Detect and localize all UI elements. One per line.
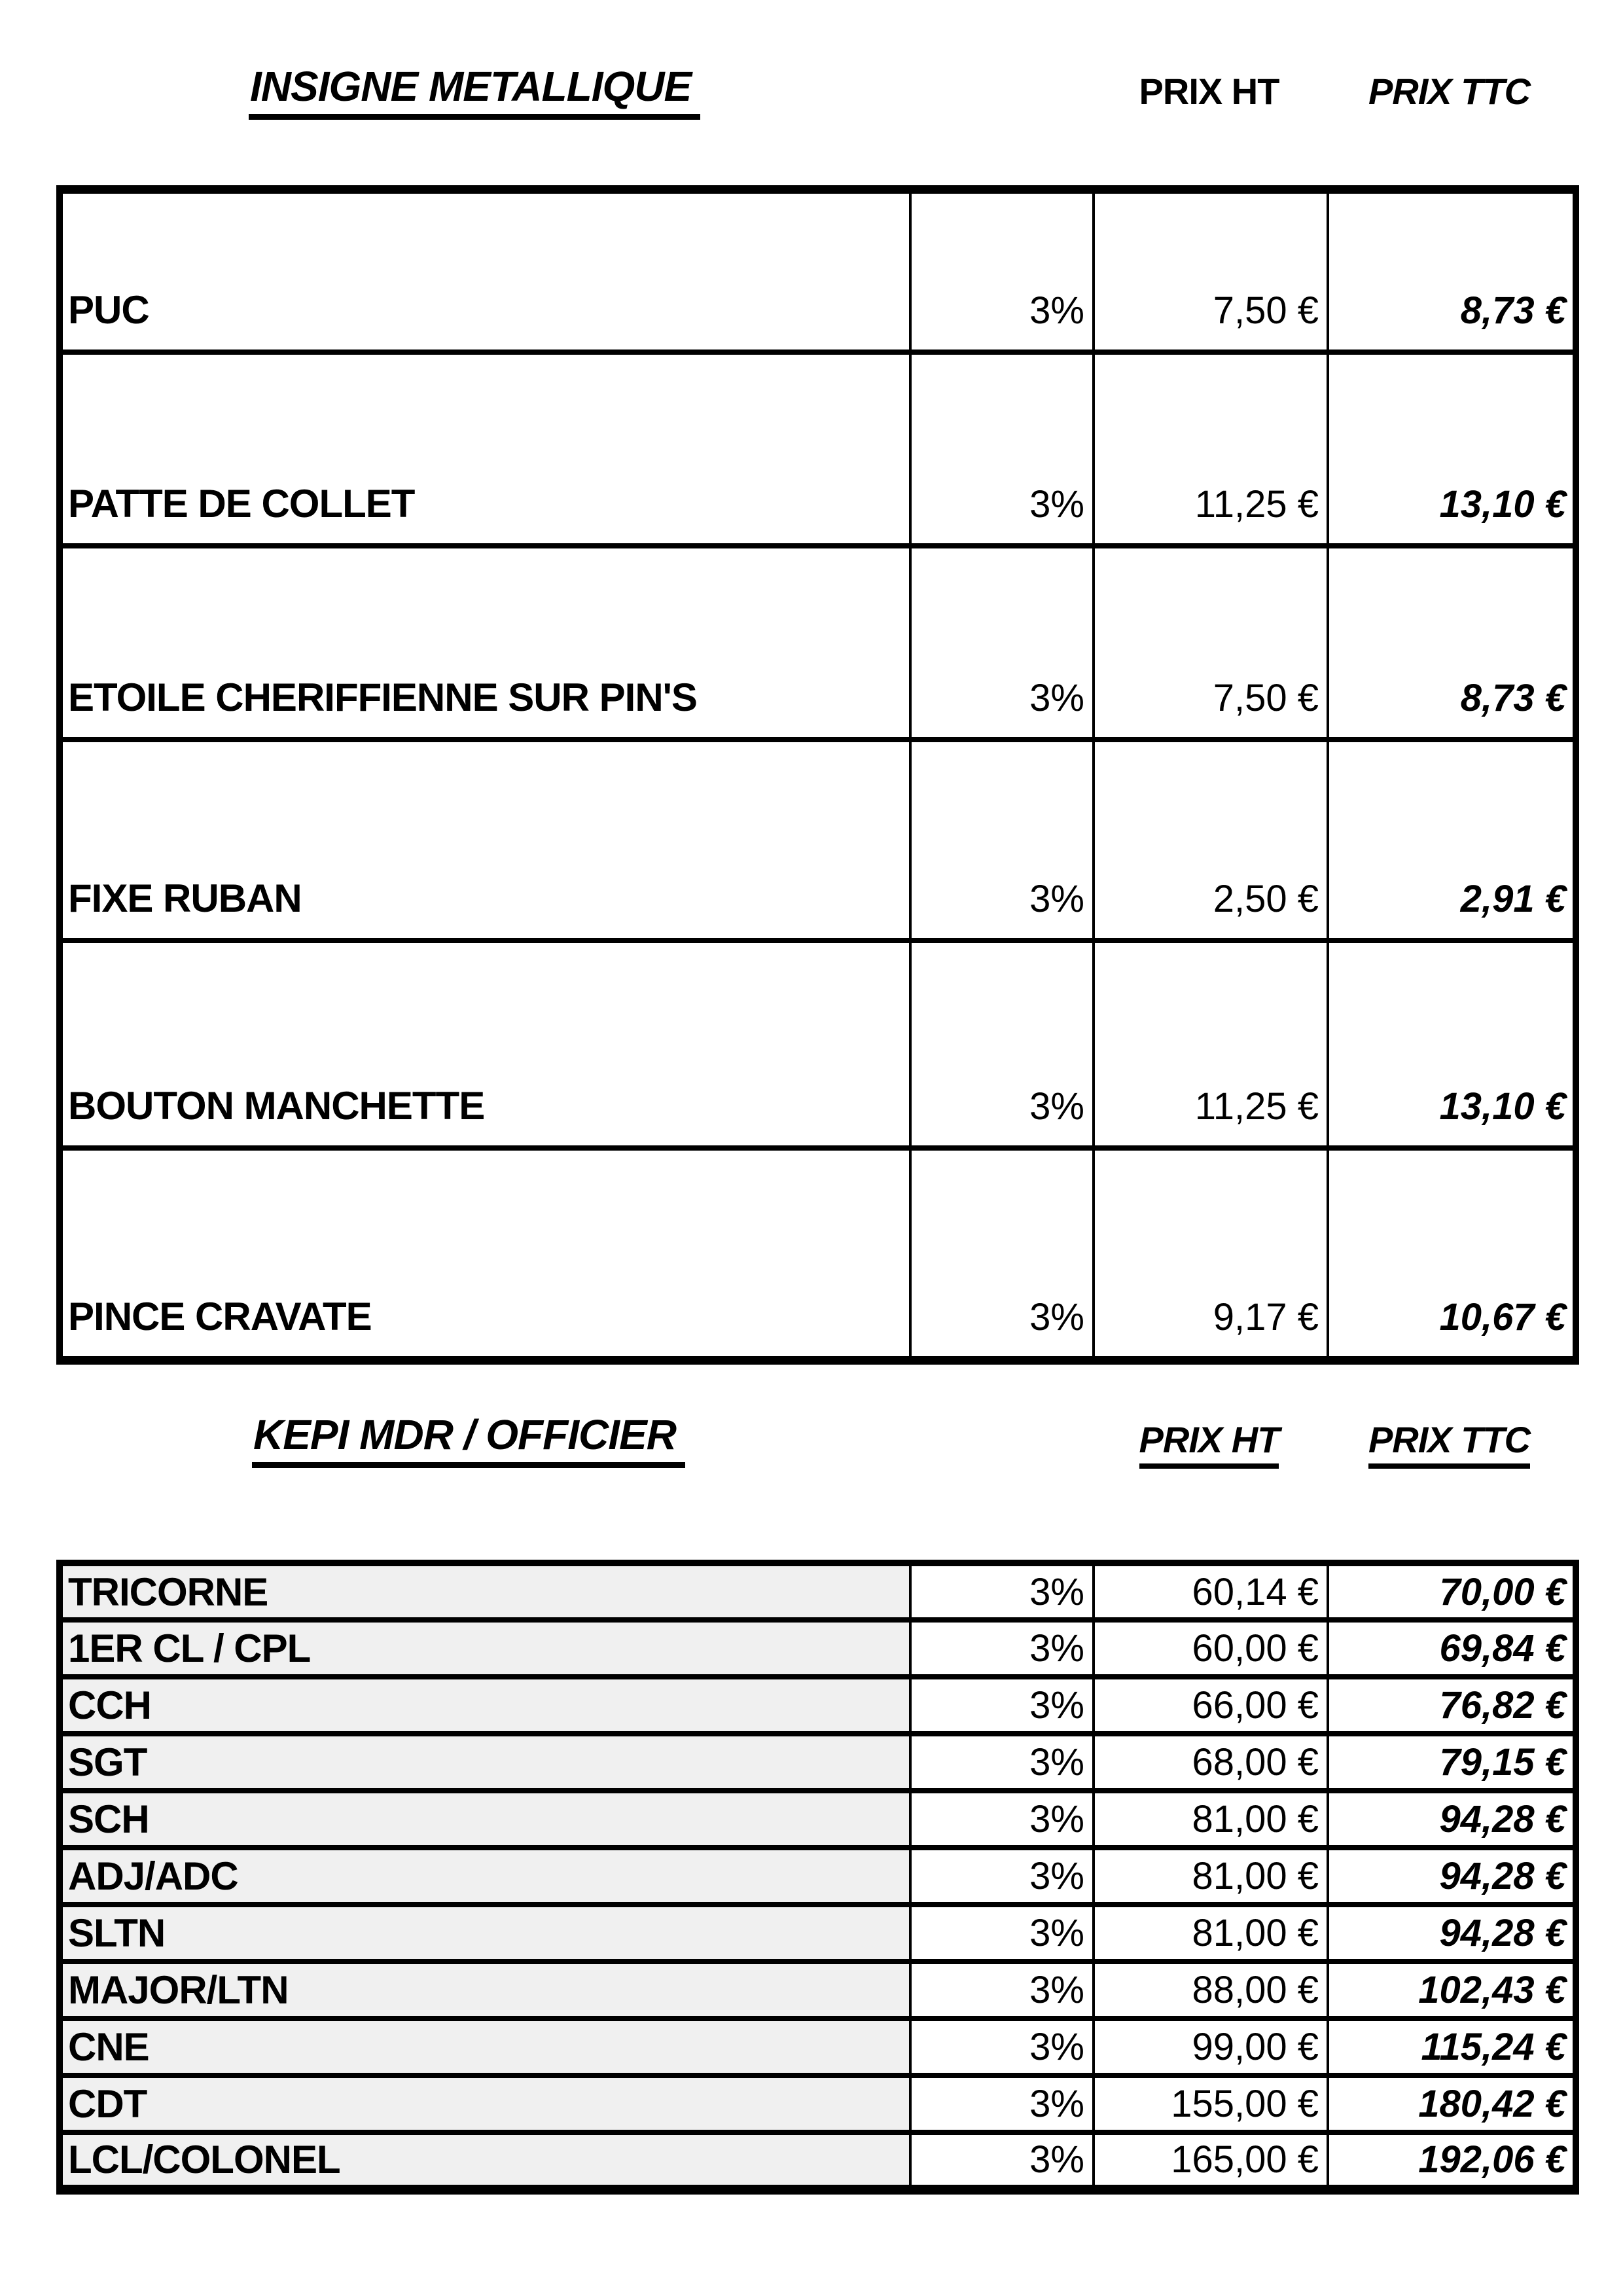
item-label: LCL/COLONEL: [60, 2132, 910, 2189]
price-ttc-cell: 69,84 €: [1328, 1620, 1576, 1677]
prix-ht-label: PRIX HT: [1139, 71, 1279, 112]
table-row: [60, 2132, 1576, 2189]
price-ht-cell: 88,00 €: [1094, 1962, 1328, 2018]
price-ttc-cell: 94,28 €: [1328, 1791, 1576, 1848]
table-row: [60, 1620, 1576, 1677]
item-label: SGT: [60, 1734, 910, 1791]
prix-ttc-label: PRIX TTC: [1368, 1422, 1530, 1469]
table-row: [60, 2018, 1576, 2075]
vat-cell: 3%: [910, 2075, 1094, 2132]
vat-cell: 3%: [910, 1734, 1094, 1791]
table-row: [60, 1905, 1576, 1962]
table-row: [60, 1148, 1576, 1361]
vat-cell: 3%: [910, 190, 1094, 352]
price-ttc-cell: 70,00 €: [1328, 1563, 1576, 1620]
vat-cell: 3%: [910, 1791, 1094, 1848]
price-ttc-cell: 76,82 €: [1328, 1677, 1576, 1734]
price-ttc-cell: 13,10 €: [1328, 941, 1576, 1148]
price-ht-cell: 60,00 €: [1094, 1620, 1328, 1677]
vat-cell: 3%: [910, 941, 1094, 1148]
item-label: PINCE CRAVATE: [60, 1148, 910, 1361]
price-ht-cell: 81,00 €: [1094, 1905, 1328, 1962]
price-ht-cell: 11,25 €: [1094, 941, 1328, 1148]
price-ttc-cell: 102,43 €: [1328, 1962, 1576, 2018]
section2-prix-ttc-header: [1326, 1419, 1573, 1469]
item-label: CDT: [60, 2075, 910, 2132]
item-label: CCH: [60, 1677, 910, 1734]
table-row: [60, 1791, 1576, 1848]
item-label: ETOILE CHERIFFIENNE SUR PIN'S: [60, 546, 910, 740]
price-ttc-cell: 115,24 €: [1328, 2018, 1576, 2075]
price-ht-cell: 60,14 €: [1094, 1563, 1328, 1620]
table-row: [60, 1848, 1576, 1905]
price-ht-cell: 7,50 €: [1094, 546, 1328, 740]
price-ht-cell: 155,00 €: [1094, 2075, 1328, 2132]
section2-prix-ht-header: [1092, 1419, 1326, 1469]
vat-cell: 3%: [910, 352, 1094, 546]
item-label: 1ER CL / CPL: [60, 1620, 910, 1677]
vat-cell: 3%: [910, 740, 1094, 941]
table-row: [60, 941, 1576, 1148]
price-ttc-cell: 2,91 €: [1328, 740, 1576, 941]
item-label: BOUTON MANCHETTE: [60, 941, 910, 1148]
item-label: SLTN: [60, 1905, 910, 1962]
item-label: PATTE DE COLLET: [60, 352, 910, 546]
section1-title: INSIGNE METALLIQUE: [249, 65, 700, 120]
vat-cell: 3%: [910, 2132, 1094, 2189]
price-ht-cell: 66,00 €: [1094, 1677, 1328, 1734]
vat-cell: 3%: [910, 1848, 1094, 1905]
prix-ttc-label: PRIX TTC: [1368, 71, 1531, 112]
price-ht-cell: 81,00 €: [1094, 1848, 1328, 1905]
item-label: ADJ/ADC: [60, 1848, 910, 1905]
table-row: [60, 352, 1576, 546]
section1-prix-ht-header: [1092, 73, 1326, 110]
item-label: TRICORNE: [60, 1563, 910, 1620]
price-ttc-cell: 79,15 €: [1328, 1734, 1576, 1791]
price-ttc-cell: 13,10 €: [1328, 352, 1576, 546]
vat-cell: 3%: [910, 1905, 1094, 1962]
price-ht-cell: 99,00 €: [1094, 2018, 1328, 2075]
vat-cell: 3%: [910, 1148, 1094, 1361]
vat-cell: 3%: [910, 2018, 1094, 2075]
table-row: [60, 1734, 1576, 1791]
kepi-mdr-officier-table: [56, 1560, 1579, 2195]
insigne-metallique-table: [56, 185, 1579, 1365]
price-ht-cell: 11,25 €: [1094, 352, 1328, 546]
item-label: MAJOR/LTN: [60, 1962, 910, 2018]
table-row: [60, 740, 1576, 941]
price-ttc-cell: 192,06 €: [1328, 2132, 1576, 2189]
table-row: [60, 190, 1576, 352]
item-label: CNE: [60, 2018, 910, 2075]
price-ht-cell: 81,00 €: [1094, 1791, 1328, 1848]
vat-cell: 3%: [910, 546, 1094, 740]
table-row: [60, 1563, 1576, 1620]
price-ht-cell: 9,17 €: [1094, 1148, 1328, 1361]
price-ht-cell: 2,50 €: [1094, 740, 1328, 941]
table-row: [60, 1677, 1576, 1734]
prix-ht-label: PRIX HT: [1139, 1422, 1279, 1469]
table-row: [60, 2075, 1576, 2132]
vat-cell: 3%: [910, 1563, 1094, 1620]
item-label: PUC: [60, 190, 910, 352]
price-ht-cell: 68,00 €: [1094, 1734, 1328, 1791]
price-ttc-cell: 94,28 €: [1328, 1848, 1576, 1905]
price-ht-cell: 165,00 €: [1094, 2132, 1328, 2189]
section2-title: KEPI MDR / OFFICIER: [252, 1414, 685, 1468]
item-label: FIXE RUBAN: [60, 740, 910, 941]
price-ttc-cell: 8,73 €: [1328, 190, 1576, 352]
price-ttc-cell: 8,73 €: [1328, 546, 1576, 740]
vat-cell: 3%: [910, 1677, 1094, 1734]
table-row: [60, 1962, 1576, 2018]
price-ttc-cell: 94,28 €: [1328, 1905, 1576, 1962]
item-label: SCH: [60, 1791, 910, 1848]
vat-cell: 3%: [910, 1962, 1094, 2018]
price-ht-cell: 7,50 €: [1094, 190, 1328, 352]
vat-cell: 3%: [910, 1620, 1094, 1677]
section1-prix-ttc-header: [1326, 73, 1573, 110]
table-row: [60, 546, 1576, 740]
price-ttc-cell: 180,42 €: [1328, 2075, 1576, 2132]
price-ttc-cell: 10,67 €: [1328, 1148, 1576, 1361]
